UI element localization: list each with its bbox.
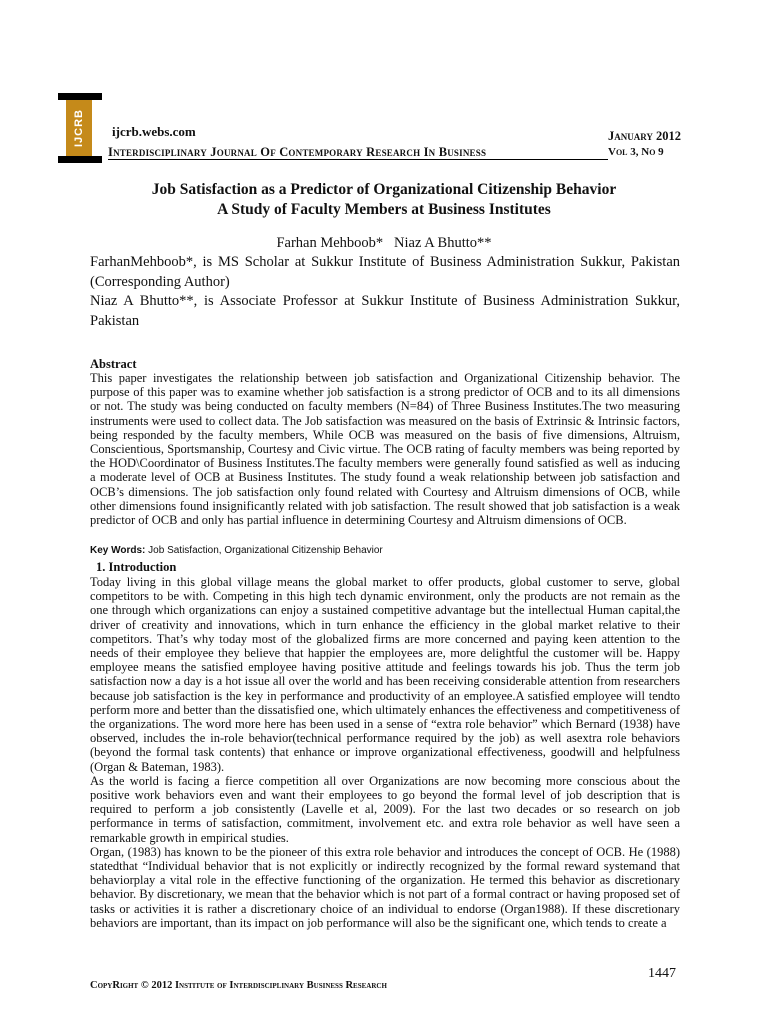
journal-website: ijcrb.webs.com: [112, 124, 196, 139]
section-heading: 1. Introduction: [96, 560, 177, 574]
paragraph: Today living in this global village means the global market to offer products, global customer to serve, global competitors to be with. Competing in this high tech dynamic environment, only the products are not remain as the one through which organizations can enjoy a sustained competitive advantage but the intellectual Human capital,the driver of creativity and innovations, which in turn enhance the efficiency in the global market relative to their competitors. That’s why today most of the globalized firms are more concerned and paying keen attention to the needs of their employee they believe that happier the employees are, more delightful the customer will be. Happy employee means the satisfied employee having positive attitude and feelings towards his job. Thus the term job satisfaction now a day is a hot issue all over the world and has been receiving considerable attention from researchers because job satisfaction is the key in performance and productivity of an employee.A satisfied employee will tendto perform more and better than the dissatisfied one, which ultimately enhances the effectiveness and competitiveness of the organizations. The word more here has been used in a sense of “extra role behavior” which Bernard (1938) have observed, includes the in-role behavior(technical performance required by the job) as well asextra role behaviors (beyond the formal task contents) that enhance or improve organizational effectiveness, goodwill and helpfulness (Organ & Bateman, 1983).: [90, 575, 680, 774]
issue-date: January 2012: [608, 129, 682, 143]
paragraph: As the world is facing a fierce competition all over Organizations are now becoming more conscious about the positive work behaviors even and want their employees to go beyond the formal level of job description that is required to perform a job consistently (Lavelle et al, 2009). For the last two decades or so research on job performance in terms of satisfaction, commitment, involvement etc. and extra role behavior as well have seen a remarkable growth in empirical studies.: [90, 773, 680, 845]
keywords: [90, 545, 383, 556]
journal-name: Interdisciplinary Journal Of Contemporary Research In Business: [108, 145, 487, 159]
journal-logo: [58, 93, 102, 163]
paper-subtitle: A Study of Faculty Members at Business Institutes: [217, 201, 551, 218]
keywords-text: Job Satisfaction, Organizational Citizenship Behavior: [145, 545, 383, 556]
affiliation-1: FarhanMehboob*, is MS Scholar at Sukkur Institute of Business Administration Sukkur, Pakistan (Corresponding Author): [90, 254, 680, 290]
affiliations: [90, 253, 680, 331]
abstract-body: This paper investigates the relationship between job satisfaction and Organizational Citizenship behavior. The purpose of this paper was to examine whether job satisfaction is a strong predictor of OCB and to its all dimensions or not. The study was being conducted on faculty members (N=84) of Three Business Institutes.The two measuring instruments were used to collect data. The Job satisfaction was measured on the basis of Extrinsic & Intrinsic factors, being responded by the faculty members, While OCB was measured on the basis of five dimensions, Altruism, Conscientious, Sportsmanship, Courtesy and Civic virtue. The OCB rating of faculty members was being reported by the HOD\Coordinator of Business Institutes.The faculty members were generally found satisfied as well as inducing a moderate level of OCB at Business Institutes. The study found a weak relationship between job satisfaction and OCB’s dimensions. The job satisfaction only found related with Courtesy and Altruism dimensions of OCB, while other dimensions found insignificantly related with job satisfaction. The result showed that job satisfaction is a weak predictor of OCB and only has partial influence in determining Courtesy and Altruism dimensions of OCB.: [90, 371, 680, 528]
paper-title: Job Satisfaction as a Predictor of Organizational Citizenship Behavior: [151, 181, 617, 198]
logo-bar-top: [58, 93, 102, 100]
issue-volume: Vol 3, No 9: [608, 146, 664, 158]
author-line: Farhan Mehboob* Niaz A Bhutto**: [276, 235, 492, 251]
header-rule: [108, 159, 608, 160]
keywords-label: Key Words:: [90, 545, 146, 556]
copyright-footer: CopyRight © 2012 Institute of Interdisciplinary Business Research: [90, 980, 387, 991]
logo-bar-bottom: [58, 156, 102, 163]
paragraph: Organ, (1983) has known to be the pioneer of this extra role behavior and introduces the concept of OCB. He (1988) statedthat “Individual behavior that is not explicitly or indirectly recognized by the formal reward systemand that behaviorplay a vital role in the effective functioning of the organization. He termed this behavior as discretionary behavior. By discretionary, we mean that the behavior which is not part of a formal contract or having proposed set of tasks or activities it is rather a discretionary choice of an individual to endorse (Organ1988). If these discretionary behaviors are important, than its impact on job performance will also be the significant one, which tends to create a: [90, 844, 680, 930]
introduction-body: [90, 575, 680, 930]
abstract-heading: Abstract: [90, 357, 137, 371]
affiliation-2: Niaz A Bhutto**, is Associate Professor at Sukkur Institute of Business Administration Sukkur, Pakistan: [90, 293, 680, 329]
page-number: 1447: [648, 966, 676, 981]
logo-stem: IJCRB: [66, 100, 92, 156]
